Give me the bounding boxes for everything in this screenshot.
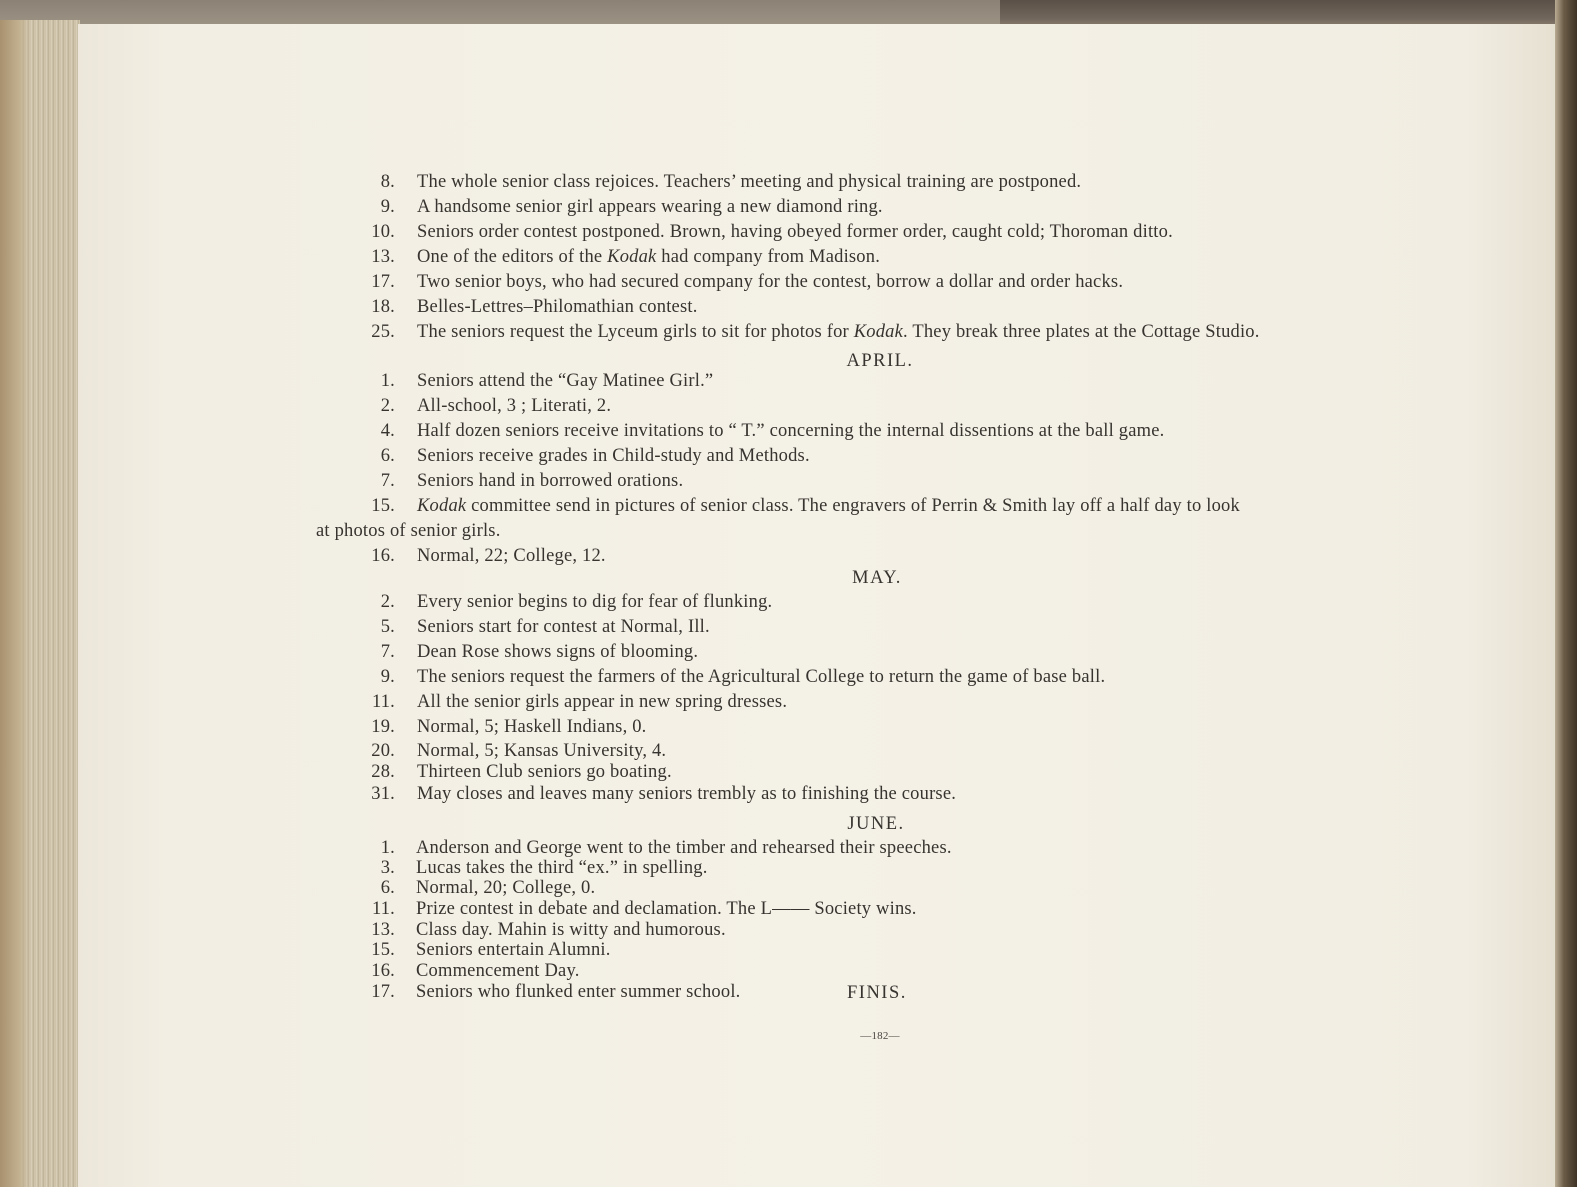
entry-number: 7. (380, 642, 395, 662)
entry-text: Thirteen Club seniors go boating. (417, 762, 672, 782)
entry-text: Seniors attend the “Gay Matinee Girl.” (417, 371, 714, 391)
entry-number: 4. (380, 421, 395, 441)
entry-text: Normal, 20; College, 0. (416, 878, 596, 898)
entry-text: Half dozen seniors receive invitations to “ T.” concerning the internal dissentions at the ball game. (417, 421, 1165, 441)
entry-text: Two senior boys, who had secured company for the contest, borrow a dollar and order hacks. (417, 272, 1124, 292)
entry-text: A handsome senior girl appears wearing a new diamond ring. (417, 197, 883, 217)
entry-text: Seniors who flunked enter summer school. (416, 982, 741, 1002)
entry-number: 15. (371, 940, 395, 960)
entry-text: Lucas takes the third “ex.” in spelling. (416, 858, 708, 878)
entry-text: Kodak committee send in pictures of senior class. The engravers of Perrin & Smith lay off a half day to look (417, 496, 1240, 516)
entry-text: Normal, 5; Kansas University, 4. (417, 741, 667, 761)
entry-number: 9. (380, 667, 395, 687)
entry-number: 6. (380, 878, 395, 898)
entry-number: 7. (380, 471, 395, 491)
entry-number: 3. (380, 858, 395, 878)
entry-text: The seniors request the farmers of the Agricultural College to return the game of base ball. (417, 667, 1106, 687)
entry-text: The whole senior class rejoices. Teachers’ meeting and physical training are postponed. (417, 172, 1082, 192)
entry-number: 13. (371, 247, 395, 267)
entry-number: 6. (380, 446, 395, 466)
entry-number: 1. (380, 838, 395, 858)
entry-number: 25. (371, 322, 395, 342)
entry-text: Dean Rose shows signs of blooming. (417, 642, 699, 662)
entry-number: 10. (371, 222, 395, 242)
entry-number: 15. (371, 496, 395, 516)
entry-number: 2. (380, 396, 395, 416)
entry-number: 5. (380, 617, 395, 637)
entry-text: Seniors receive grades in Child-study and Methods. (417, 446, 810, 466)
entry-number: 19. (371, 717, 395, 737)
page-number: —182— (860, 1030, 900, 1042)
finis-mark: FINIS. (847, 983, 907, 1003)
entry-text: All the senior girls appear in new spring dresses. (417, 692, 788, 712)
entry-text: Normal, 5; Haskell Indians, 0. (417, 717, 647, 737)
entry-continuation: at photos of senior girls. (316, 521, 501, 541)
entry-text: Seniors start for contest at Normal, Ill. (417, 617, 710, 637)
entry-number: 20. (371, 741, 395, 761)
entry-number: 2. (380, 592, 395, 612)
entry-text: One of the editors of the Kodak had company from Madison. (417, 247, 881, 267)
entry-text: Commencement Day. (416, 961, 580, 981)
entry-text: Seniors order contest postponed. Brown, having obeyed former order, caught cold; Thoroman ditto. (417, 222, 1173, 242)
entry-number: 11. (371, 899, 395, 919)
entry-text: Seniors hand in borrowed orations. (417, 471, 684, 491)
entry-text: Seniors entertain Alumni. (416, 940, 611, 960)
entry-number: 13. (371, 920, 395, 940)
entry-number: 11. (371, 692, 395, 712)
entry-number: 17. (371, 982, 395, 1002)
entry-text: Prize contest in debate and declamation. The L—— Society wins. (416, 899, 917, 919)
entry-text: Belles-Lettres–Philomathian contest. (417, 297, 698, 317)
entry-text: The seniors request the Lyceum girls to sit for photos for Kodak. They break three plates at the Cottage Studio. (417, 322, 1260, 342)
month-heading-may: MAY. (852, 568, 902, 588)
entry-number: 16. (371, 961, 395, 981)
entry-number: 28. (371, 762, 395, 782)
entry-number: 16. (371, 546, 395, 566)
entry-number: 17. (371, 272, 395, 292)
entry-number: 9. (380, 197, 395, 217)
entry-number: 1. (380, 371, 395, 391)
entry-number: 31. (371, 784, 395, 804)
entry-text: Anderson and George went to the timber and rehearsed their speeches. (416, 838, 952, 858)
entry-text: Every senior begins to dig for fear of flunking. (417, 592, 773, 612)
entry-text: Normal, 22; College, 12. (417, 546, 606, 566)
entry-text: All-school, 3 ; Literati, 2. (417, 396, 612, 416)
entry-number: 8. (380, 172, 395, 192)
entry-text: May closes and leaves many seniors trembly as to finishing the course. (417, 784, 957, 804)
month-heading-june: JUNE. (847, 814, 905, 834)
entry-text: Class day. Mahin is witty and humorous. (416, 920, 726, 940)
month-heading-april: APRIL. (846, 351, 914, 371)
entry-number: 18. (371, 297, 395, 317)
